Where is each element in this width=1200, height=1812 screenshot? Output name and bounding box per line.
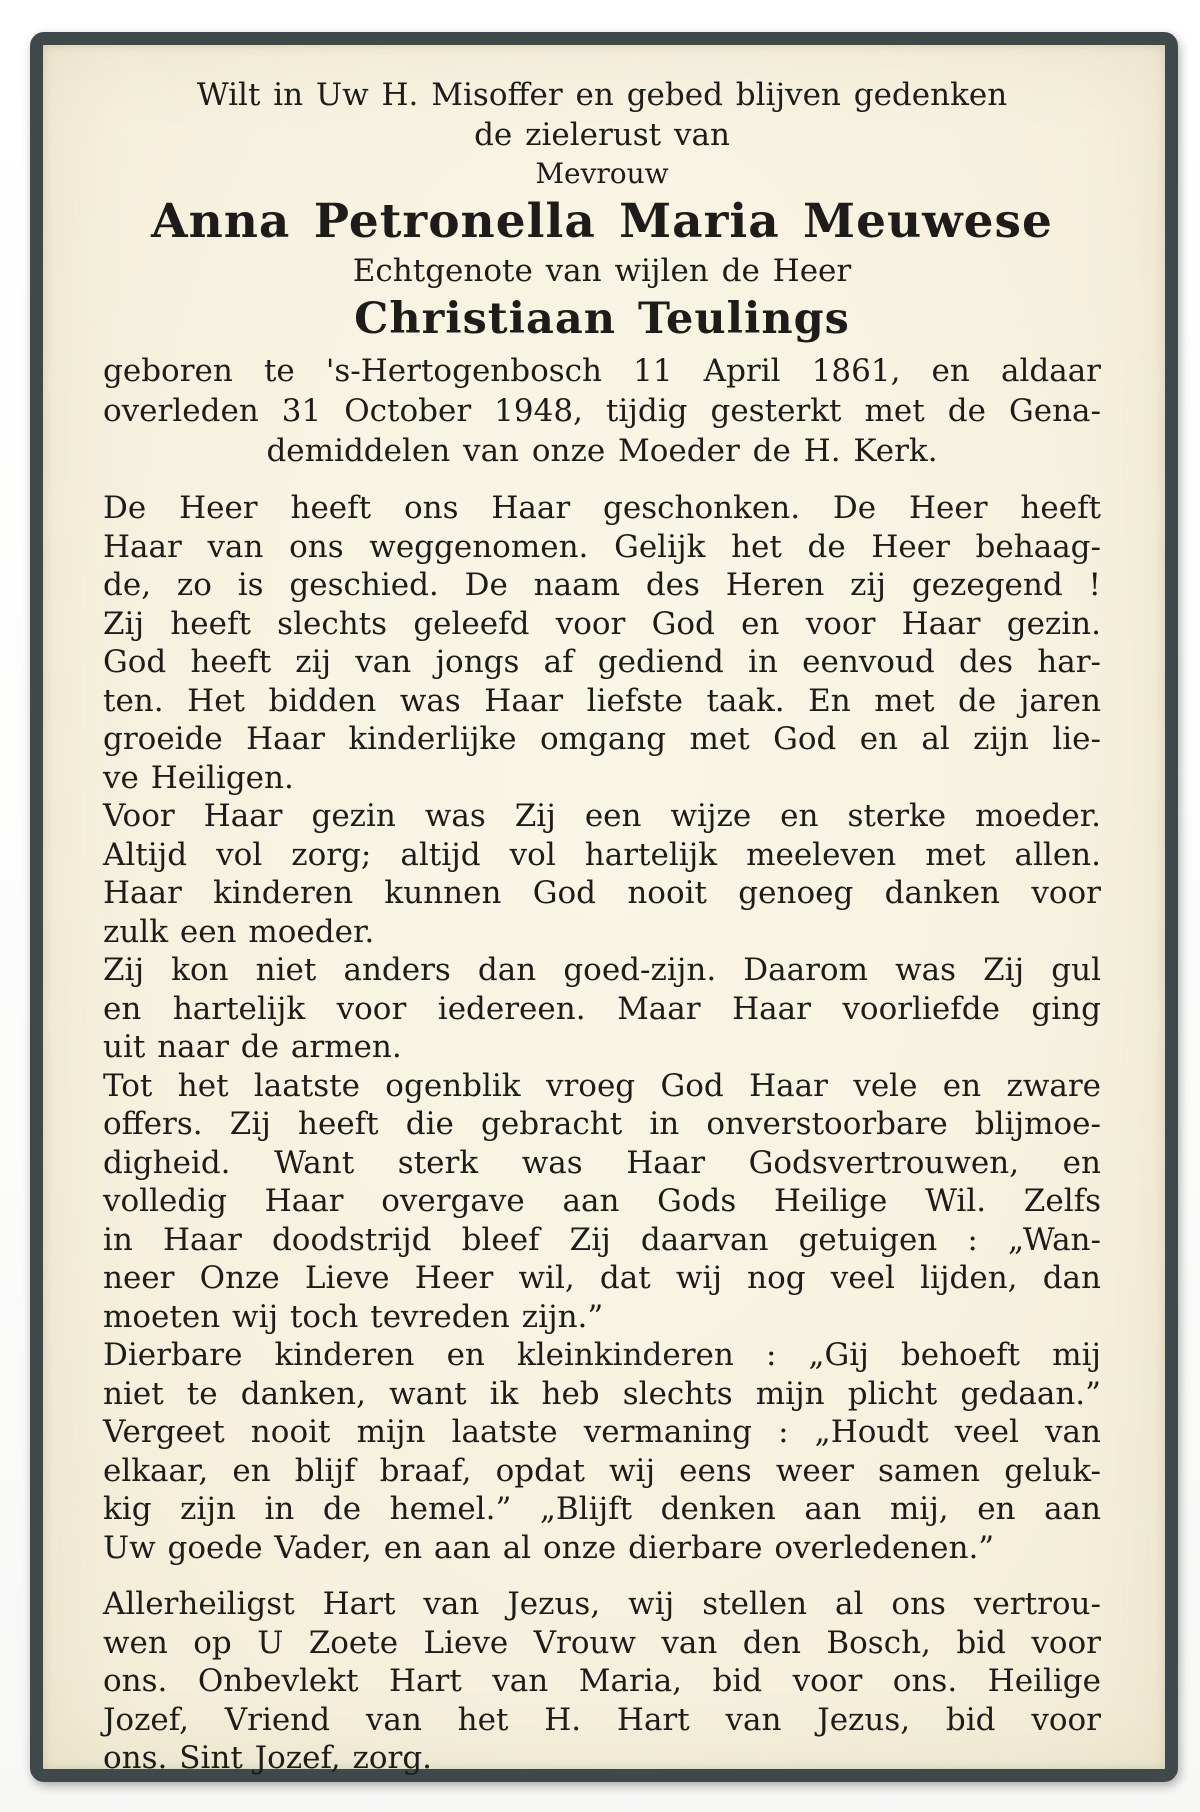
text-line: groeide Haar kinderlijke omgang met God en al zijn lie- [103,721,1101,757]
text-line: elkaar, en blijf braaf, opdat wij eens weer samen geluk- [103,1452,1101,1489]
vitals-block [103,351,1101,471]
text-line: Uw goede Vader, en aan al onze dierbare overledenen.” [103,1529,995,1566]
text-line: Haar van ons weggenomen. Gelijk het de Heer behaag- [103,528,1101,565]
text-line: uit naar de armen. [103,1029,402,1065]
text-line: Jozef, Vriend van het H. Hart van Jezus, bid voor [103,1701,1101,1738]
honorific: Mevrouw [535,157,669,190]
text-line: en hartelijk voor iedereen. Maar Haar voorliefde ging [103,990,1101,1027]
body-paragraph [103,1336,1101,1567]
text-line: Tot het laatste ogenblik vroeg God Haar vele en zware [103,1067,1101,1104]
body-paragraph [103,489,1101,797]
text-line: overleden 31 October 1948, tijdig gesterkt met de Gena- [103,393,1101,429]
text-line: Zij heeft slechts geleefd voor God en voor Haar gezin. [103,605,1101,642]
intro-line-2: de zielerust van [474,117,730,153]
memorial-prayer-card [30,32,1178,1782]
text-line: Vergeet nooit mijn laatste vermaning : „Houdt veel van [103,1414,1101,1450]
spouse-name: Christiaan Teulings [354,294,850,344]
body-paragraph [103,1067,1101,1337]
text-line: niet te danken, want ik heb slechts mijn plicht gedaan.” [103,1375,1101,1412]
text-line: ons. Onbevlekt Hart van Maria, bid voor ons. Heilige [103,1663,1101,1699]
text-line: ons. Sint Jozef, zorg. [103,1740,433,1776]
text-line: God heeft zij van jongs af gediend in eenvoud des har- [103,644,1101,680]
text-line: Allerheiligst Hart van Jezus, wij stellen al ons vertrou- [103,1586,1101,1622]
text-line: in Haar doodstrijd bleef Zij daarvan getuigen : „Wan- [103,1221,1101,1258]
text-line: neer Onze Lieve Heer wil, dat wij nog veel lijden, dan [103,1260,1101,1296]
text-line: kig zijn in de hemel.” „Blijft denken aan mij, en aan [103,1491,1101,1527]
text-line: zulk een moeder. [103,913,375,950]
intro-line-1: Wilt in Uw H. Misoffer en gebed blijven gedenken [196,77,1008,113]
text-line: moeten wij toch tevreden zijn.” [103,1298,604,1335]
body-paragraph [103,797,1101,951]
deceased-name: Anna Petronella Maria Meuwese [151,194,1053,249]
text-line: digheid. Want sterk was Haar Godsvertrouwen, en [103,1144,1101,1181]
text-line: volledig Haar overgave aan Gods Heilige Wil. Zelfs [103,1183,1101,1219]
body-paragraph [103,951,1101,1067]
text-line: ten. Het bidden was Haar liefste taak. En met de jaren [103,682,1101,719]
text-line: De Heer heeft ons Haar geschonken. De Heer heeft [103,490,1101,526]
relation-line: Echtgenote van wijlen de Heer [352,253,852,289]
text-line: geboren te 's-Hertogenbosch 11 April 1861, en aldaar [103,353,1101,389]
body-paragraph [103,1585,1101,1778]
text-line: Zij kon niet anders dan goed-zijn. Daarom was Zij gul [103,952,1101,988]
text-line: Voor Haar gezin was Zij een wijze en sterke moeder. [103,798,1101,834]
text-line: wen op U Zoete Lieve Vrouw van den Bosch, bid voor [103,1624,1101,1661]
text-line: Dierbare kinderen en kleinkinderen : „Gij behoeft mij [103,1337,1101,1373]
text-line: Altijd vol zorg; altijd vol hartelijk meeleven met allen. [103,836,1101,873]
memorial-text [103,489,1101,1778]
text-line: offers. Zij heeft die gebracht in onverstoorbare blijmoe- [103,1106,1101,1142]
text-line: demiddelen van onze Moeder de H. Kerk. [266,433,938,469]
text-line: Haar kinderen kunnen God nooit genoeg danken voor [103,875,1101,911]
text-line: ve Heiligen. [103,759,294,796]
text-line: de, zo is geschied. De naam des Heren zij gezegend ! [103,567,1101,603]
